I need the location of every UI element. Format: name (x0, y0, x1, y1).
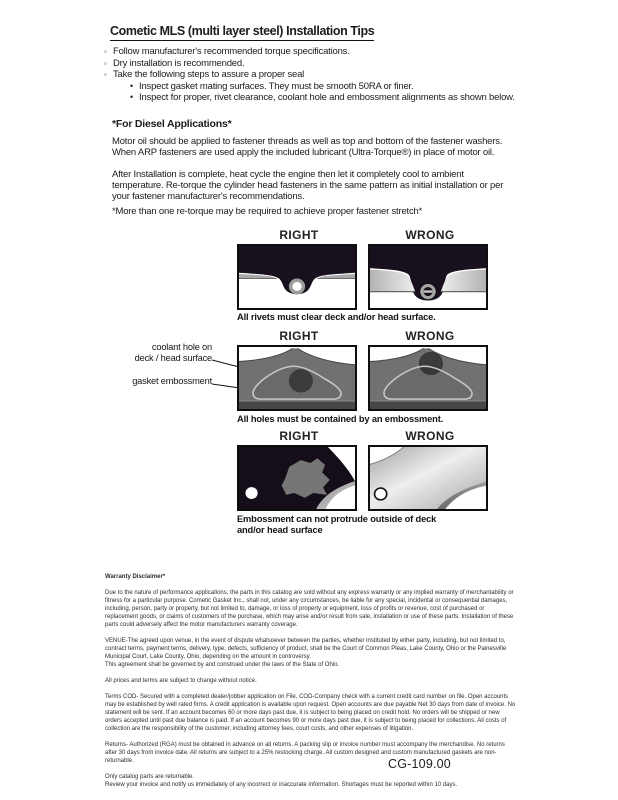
fig1-wrong-image (368, 244, 488, 310)
legal-paragraph: Due to the nature of performance applications, the parts in this catalog are sold without any express warranty or any implied warranty of merchantability or fitness for a particular purpose. Cometic Gasket Inc., shall not, under any circumstances, be liable for any special, incidental or consequential damages, including, person, party or property, but not limited to, damage, or loss of property or equipment, loss of profits or revenue, cost of purchased or replacement goods, or claims of customers of the purchase, which may arise and/or result from sale, installation or use of these parts. Installation of these parts could adversely affect the motor manufacturers warranty coverage. (105, 590, 514, 628)
fig3-caption-line2: and/or head surface (237, 524, 323, 535)
rivet-interference-diagram (370, 246, 486, 308)
legal-paragraph: This agreement shall be governed by and construed under the laws of the State of Ohio. (105, 662, 340, 668)
fig2-wrong-image (368, 345, 488, 411)
diesel-applications-heading: *For Diesel Applications* (112, 118, 232, 130)
list-item (104, 92, 534, 104)
page-title: Cometic MLS (multi layer steel) Installation Tips (110, 24, 374, 41)
coolant-hole-label (116, 342, 212, 363)
fig3-caption-line1: Embossment can not protrude outside of deck (237, 514, 437, 524)
diesel-paragraph-1: Motor oil should be applied to fastener threads as well as top and bottom of the fastener washers. When ARP fasteners are used apply the included lubricant (Ultra-Torque®) in place of motor oil. (112, 136, 503, 158)
legal-paragraph: Returns- Authorized (RGA) must be obtained in advance on all returns. A packing slip or invoice number must accompany the merchandise. No returns after 30 days from invoice date. All returns are subject to a 25% restocking charge. All custom designed and custom manufactured gaskets are non-returnable. (105, 742, 505, 764)
fig3-wrong-image (368, 445, 488, 511)
list-item (104, 46, 534, 58)
installation-tips-list (104, 46, 534, 104)
circle-bullet-icon: ◦ (104, 47, 107, 56)
fig3-right-label: RIGHT (279, 429, 319, 443)
tip-text: Dry installation is recommended. (113, 57, 245, 69)
rivet-icon (291, 280, 304, 292)
fig2-wrong-label: WRONG (405, 329, 455, 343)
legal-paragraph: Review your invoice and notify us immediately of any incorrect or inaccurate information. Shortages must be reported within 10 days. (105, 782, 458, 788)
dot-bullet-icon: • (130, 80, 133, 91)
fig1-wrong-label: WRONG (405, 228, 455, 242)
coolant-hole-label-line1: coolant hole on (151, 342, 212, 352)
legal-paragraph: Only catalog parts are returnable. (105, 774, 195, 780)
tip-text: Follow manufacturer's recommended torque specifications. (113, 46, 350, 57)
tip-text: Inspect for proper, rivet clearance, coolant hole and embossment alignments as shown below. (139, 92, 515, 103)
fig1-right-image (237, 244, 357, 310)
fig2-caption: All holes must be contained by an embossment. (237, 414, 444, 424)
fig3-caption (237, 514, 436, 535)
circle-bullet-icon: ◦ (104, 58, 107, 68)
fig2-right-image (237, 345, 357, 411)
tip-text: Inspect gasket mating surfaces. They must be smooth 50RA or finer. (139, 80, 414, 92)
hole-outside-diagram (370, 347, 486, 409)
list-item (104, 81, 534, 93)
legal-paragraph: All prices and terms are subject to change without notice. (105, 678, 257, 684)
embossment-contained-diagram (239, 447, 355, 509)
legal-paragraph: VENUE-The agreed upon venue, in the event of dispute whatsoever between the parties, whether instituted by either party, including, but not limited to, contract terms, payment terms, delivery, type, defects, sufficiency of product, shall be the Court of Common Pleas, Lake County, Ohio or the Painesville Municipal Court, Lake County, Ohio, depending on the amount in controversy. (105, 638, 507, 660)
circle-bullet-icon: ◦ (104, 70, 107, 79)
legal-paragraph: Terms COD- Secured with a completed dealer/jobber application on File, COD-Company check with a current credit card number on file. Open accounts may be established by well rated firms. A credit application is available upon request. Open accounts are due payable Net 30 days from date of invoice. No statement will be sent. If an account becomes 60 or more days past due, it is subject to being placed on credit hold. No orders will be shipped or new orders accepted until past due balance is paid. If an account becomes 90 or more days past due, it is subject to being placed for collections. All costs of collection are the responsibility of the customer, including attorney fees, court costs, and other expenses of litigation. (105, 694, 516, 732)
bolt-hole-icon (375, 488, 387, 500)
fig2-right-label: RIGHT (279, 329, 319, 343)
warranty-disclaimer-heading: Warranty Disclaimer* (105, 574, 166, 580)
list-item (104, 58, 534, 70)
bolt-hole-icon (245, 487, 257, 499)
coolant-hole-icon (289, 369, 313, 392)
embossment-protruding-diagram (370, 447, 486, 509)
hole-contained-diagram (239, 347, 355, 409)
gasket-embossment-label: gasket embossment (132, 376, 212, 386)
rivet-clear-diagram (239, 246, 355, 308)
fig1-right-label: RIGHT (279, 228, 319, 242)
list-item (104, 69, 534, 81)
fig1-caption: All rivets must clear deck and/or head surface. (237, 312, 436, 322)
coolant-hole-label-line2: deck / head surface (134, 352, 212, 363)
fig3-right-image (237, 445, 357, 511)
diesel-paragraph-2: After Installation is complete, heat cycle the engine then let it completely cool to ambient temperature. Re-torque the cylinder head fasteners in the same pattern as initial installation or per your fastener manufacturer's recommendations. (112, 169, 504, 202)
fig3-wrong-label: WRONG (405, 429, 455, 443)
tip-text: Take the following steps to assure a proper seal (113, 69, 305, 80)
retorque-note: *More than one re-torque may be required to achieve proper fastener stretch* (112, 206, 423, 217)
page-code: CG-109.00 (388, 757, 451, 771)
warranty-disclaimer-section (105, 573, 517, 789)
dot-bullet-icon: • (130, 92, 133, 102)
